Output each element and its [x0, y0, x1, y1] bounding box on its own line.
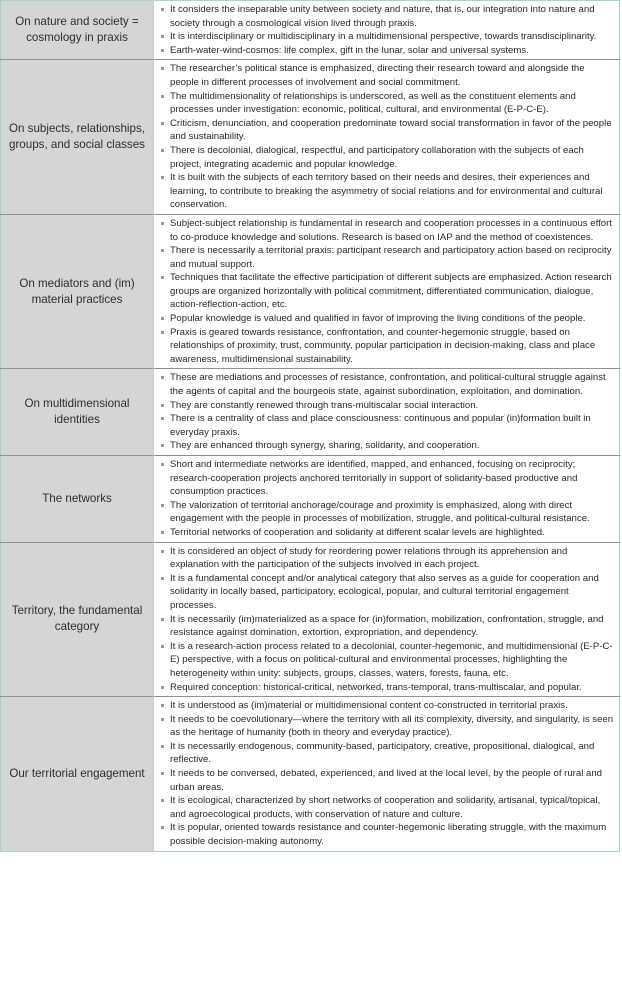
list-item: There is necessarily a territorial praxis: participant research and participatory action based on reciprocity and mutual support.	[160, 244, 615, 271]
row-label: On multidimensional identities	[1, 369, 154, 456]
bullet-list	[160, 3, 615, 57]
list-item: The valorization of territorial anchorage/courage and proximity is emphasized, along with direct engagement with the people in processes of mobilization, struggle, and political-cultural resistance.	[160, 499, 615, 526]
table-row	[1, 1, 620, 60]
row-label: The networks	[1, 456, 154, 543]
list-item: Subject-subject relationship is fundamental in research and cooperation processes in a continuous effort to co-produce knowledge and solutions. Research is based on IAP and the method of coexistences.	[160, 217, 615, 244]
list-item: There is a centrality of class and place consciousness: continuous and popular (in)formation built in everyday praxis.	[160, 412, 615, 439]
list-item: Earth-water-wind-cosmos: life complex, gift in the lunar, solar and universal systems.	[160, 44, 615, 58]
row-content	[154, 369, 620, 456]
list-item: There is decolonial, dialogical, respectful, and participatory collaboration with the subjects of each project, integrating academic and popular knowledge.	[160, 144, 615, 171]
bullet-list	[160, 699, 615, 849]
list-item: It needs to be coevolutionary—where the territory with all its complexity, diversity, and singularity, is seen as the heritage of humanity (both in theory and everyday practice).	[160, 713, 615, 740]
list-item: It is ecological, characterized by short networks of cooperation and solidarity, artisanal, typical/topical, and agroecological products, with conservation of nature and culture.	[160, 794, 615, 821]
row-content	[154, 60, 620, 215]
list-item: It is a research-action process related to a decolonial, counter-hegemonic, and multidimensional (E-P-C-E) perspective, with a focus on political-cultural and environmental processes, highlighting the heterogeneity within unity: subjects, groups, classes, waters, forests, fauna, etc.	[160, 640, 615, 681]
table-row	[1, 60, 620, 215]
list-item: The researcher’s political stance is emphasized, directing their research toward and alongside the people in different processes of involvement and social commitment.	[160, 62, 615, 89]
table-row	[1, 456, 620, 543]
list-item: The multidimensionality of relationships is underscored, as well as the constituent elements and processes under investigation: economic, political, cultural, and environmental (E-P-C-E).	[160, 90, 615, 117]
row-content	[154, 1, 620, 60]
list-item: Territorial networks of cooperation and solidarity at different scalar levels are highlighted.	[160, 526, 615, 540]
bullet-list	[160, 545, 615, 695]
list-item: These are mediations and processes of resistance, confrontation, and political-cultural struggle against the agents of capital and the bourgeois state, against subordination, exploitation, and domination.	[160, 371, 615, 398]
bullet-list	[160, 458, 615, 540]
list-item: It needs to be conversed, debated, experienced, and lived at the local level, by the people of rural and urban areas.	[160, 767, 615, 794]
list-item: Criticism, denunciation, and cooperation predominate toward social transformation in favor of the people and sustainability.	[160, 117, 615, 144]
row-label: On nature and society = cosmology in praxis	[1, 1, 154, 60]
row-content	[154, 542, 620, 697]
table-row	[1, 369, 620, 456]
row-label: Our territorial engagement	[1, 697, 154, 852]
list-item: It is a fundamental concept and/or analytical category that also serves as a guide for cooperation and solidarity in locally based, participatory, ecological, popular, and cultural territorial engagement processes.	[160, 572, 615, 613]
row-label: On subjects, relationships, groups, and social classes	[1, 60, 154, 215]
list-item: They are constantly renewed through trans-multiscalar social interaction.	[160, 399, 615, 413]
list-item: It considers the inseparable unity between society and nature, that is, our integration into nature and society through a cosmological vision lived through praxis.	[160, 3, 615, 30]
list-item: It is interdisciplinary or multidisciplinary in a multidimensional perspective, towards transdisciplinarity.	[160, 30, 615, 44]
list-item: Popular knowledge is valued and qualified in favor of improving the living conditions of the people.	[160, 312, 615, 326]
table-row	[1, 542, 620, 697]
table-row	[1, 697, 620, 852]
list-item: Praxis is geared towards resistance, confrontation, and counter-hegemonic struggle, based on relationships of proximity, trust, community, popular participation in decision-making, class and place awareness, multidimensional sustainability.	[160, 326, 615, 367]
bullet-list	[160, 62, 615, 212]
table-row	[1, 214, 620, 369]
list-item: They are enhanced through synergy, sharing, solidarity, and cooperation.	[160, 439, 615, 453]
list-item: It is popular, oriented towards resistance and counter-hegemonic liberating struggle, with the maximum possible decision-making autonomy.	[160, 821, 615, 848]
list-item: It is considered an object of study for reordering power relations through its apprehension and explanation with the participation of the subjects involved in each project.	[160, 545, 615, 572]
row-label: On mediators and (im) material practices	[1, 214, 154, 369]
list-item: Techniques that facilitate the effective participation of different subjects are emphasized. Action research groups are organized horizontally with political commitment, differentiated communication, dialogue, action-reflection-action, etc.	[160, 271, 615, 312]
bullet-list	[160, 217, 615, 367]
bullet-list	[160, 371, 615, 453]
row-content	[154, 214, 620, 369]
list-item: It is understood as (im)material or multidimensional content co-constructed in territorial praxis.	[160, 699, 615, 713]
row-label: Territory, the fundamental category	[1, 542, 154, 697]
list-item: It is built with the subjects of each territory based on their needs and desires, their experiences and learning, to contribute to breaking the asymmetry of social relations and for environmental and cultural conservation.	[160, 171, 615, 212]
list-item: Required conception: historical-critical, networked, trans-temporal, trans-multiscalar, and popular.	[160, 681, 615, 695]
list-item: Short and intermediate networks are identified, mapped, and enhanced, focusing on reciprocity; research-cooperation projects anchored territorially in support of solidarity-based productive and consumption practices.	[160, 458, 615, 499]
list-item: It is necessarily (im)materialized as a space for (in)formation, mobilization, confrontation, struggle, and resistance against domination, extortion, expropriation, and dependency.	[160, 613, 615, 640]
list-item: It is necessarily endogenous, community-based, participatory, creative, propositional, dialogical, and reflective.	[160, 740, 615, 767]
row-content	[154, 697, 620, 852]
row-content	[154, 456, 620, 543]
